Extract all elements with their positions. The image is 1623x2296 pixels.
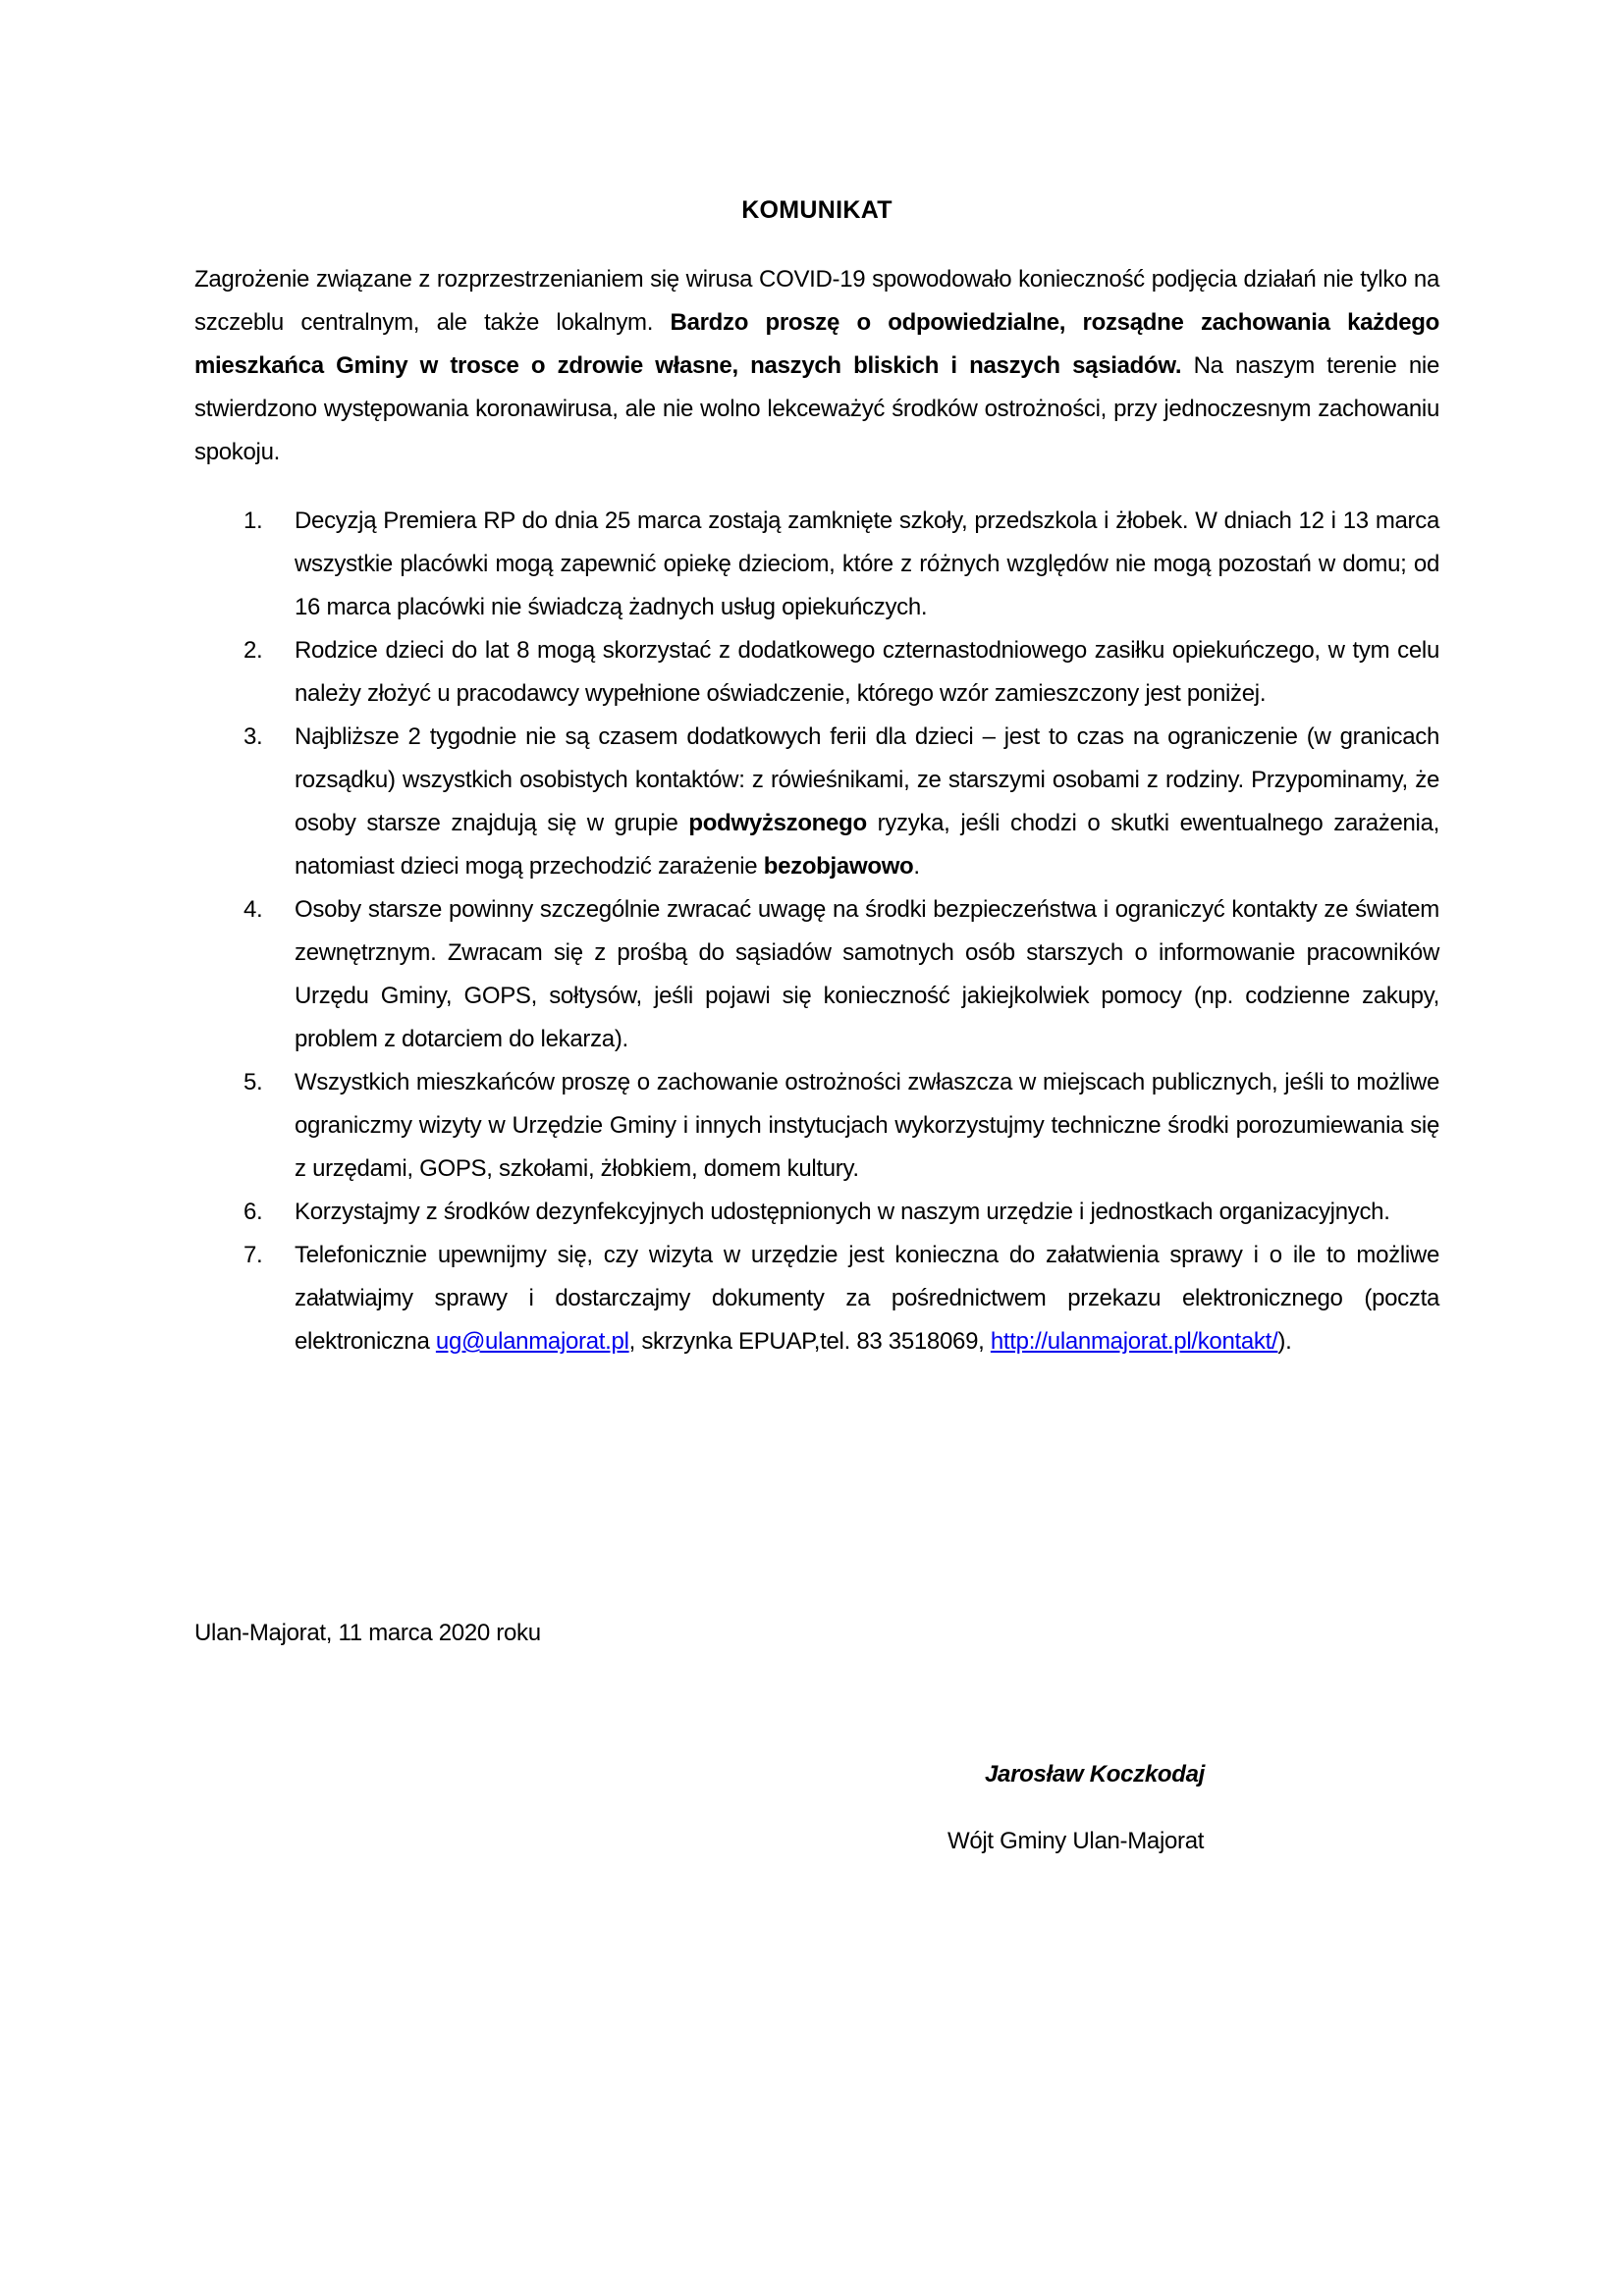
list-item bbox=[194, 888, 1439, 1061]
list-number: 2. bbox=[243, 637, 263, 664]
signature-role: Wójt Gminy Ulan-Majorat bbox=[947, 1828, 1205, 1854]
intro-text-2: Na naszym terenie nie stwierdzono występowania koronawirusa, ale nie wolno lekceważyć środków ostrożności, przy jednoczesnym zachowaniu spokoju. bbox=[194, 352, 1439, 465]
list-item-text: Decyzją Premiera RP do dnia 25 marca zostają zamknięte szkoły, przedszkola i żłobek. W dniach 12 i 13 marca wszystkie placówki mogą zapewnić opiekę dzieciom, które z różnych względów nie mogą pozostań w domu; od 16 marca placówki nie świadczą żadnych usług opiekuńczych. bbox=[295, 507, 1439, 620]
list-item bbox=[194, 500, 1439, 629]
place-date-line: Ulan-Majorat, 11 marca 2020 roku bbox=[194, 1620, 541, 1646]
list-item-text: Najbliższe 2 tygodnie nie są czasem dodatkowych ferii dla dzieci – jest to czas na ograniczenie (w granicach rozsądku) wszystkich osobistych kontaktów: z rówieśnikami, ze starszymi osobami z rodziny. Przypominamy, że osoby starsze znajdują się w grupie bbox=[295, 723, 1439, 836]
list-item-text: Rodzice dzieci do lat 8 mogą skorzystać z dodatkowego czternastodniowego zasiłku opiekuńczego, w tym celu należy złożyć u pracodawcy wypełnione oświadczenie, którego wzór zamieszczony jest poniżej. bbox=[295, 637, 1439, 707]
list-item-text: Korzystajmy z środków dezynfekcyjnych udostępnionych w naszym urzędzie i jednostkach organizacyjnych. bbox=[295, 1199, 1390, 1225]
document-body bbox=[194, 196, 1439, 1363]
list-number: 5. bbox=[243, 1069, 263, 1095]
list-number: 4. bbox=[243, 896, 263, 923]
list-item bbox=[194, 1234, 1439, 1363]
bold-term-asymptomatic: bezobjawowo bbox=[763, 853, 914, 880]
list-item-text: Telefonicznie upewnijmy się, czy wizyta w urzędzie jest konieczna do załatwienia sprawy i o ile to możliwe załatwiajmy sprawy i dostarczajmy dokumenty za pośrednictwem przekazu elektronicznego (poczta elektroniczna bbox=[295, 1242, 1439, 1355]
list-item-text: ). bbox=[1277, 1328, 1292, 1355]
list-number: 3. bbox=[243, 723, 263, 750]
list-number: 1. bbox=[243, 507, 263, 534]
list-item-text: . bbox=[913, 853, 920, 880]
list-item bbox=[194, 716, 1439, 888]
list-item bbox=[194, 629, 1439, 716]
contact-url-link[interactable]: http://ulanmajorat.pl/kontakt/ bbox=[990, 1328, 1278, 1355]
document-title: KOMUNIKAT bbox=[741, 196, 893, 224]
list-item-text: Wszystkich mieszkańców proszę o zachowanie ostrożności zwłaszcza w miejscach publicznych, jeśli to możliwe ograniczmy wizyty w Urzędzie Gminy i innych instytucjach wykorzystujmy techniczne środki porozumiewania się z urzędami, GOPS, szkołami, żłobkiem, domem kultury. bbox=[295, 1069, 1439, 1182]
intro-bold-appeal: Bardzo proszę o odpowiedzialne, rozsądne zachowania każdego mieszkańca Gminy w trosce o zdrowie własne, naszych bliskich i naszych sąsiadów. bbox=[194, 309, 1439, 379]
list-number: 7. bbox=[243, 1242, 263, 1268]
list-number: 6. bbox=[243, 1199, 263, 1225]
intro-paragraph bbox=[194, 258, 1439, 474]
intro-text-1: Zagrożenie związane z rozprzestrzenianiem się wirusa COVID-19 spowodowało konieczność podjęcia działań nie tylko na szczeblu centralnym, ale także lokalnym. bbox=[194, 266, 1439, 336]
email-link[interactable]: ug@ulanmajorat.pl bbox=[435, 1328, 629, 1355]
list-item-text: , skrzynka EPUAP,tel. 83 3518069, bbox=[628, 1328, 991, 1355]
signature-name: Jarosław Koczkodaj bbox=[985, 1761, 1206, 1788]
list-item bbox=[194, 1061, 1439, 1191]
bold-term-elevated: podwyższonego bbox=[688, 810, 867, 836]
list-item-text: Osoby starsze powinny szczególnie zwracać uwagę na środki bezpieczeństwa i ograniczyć kontakty ze światem zewnętrznym. Zwracam się z prośbą do sąsiadów samotnych osób starszych o informowanie pracowników Urzędu Gminy, GOPS, sołtysów, jeśli pojawi się konieczność jakiejkolwiek pomocy (np. codzienne zakupy, problem z dotarciem do lekarza). bbox=[295, 896, 1439, 1052]
numbered-list bbox=[194, 500, 1439, 1363]
list-item-text: ryzyka, jeśli chodzi o skutki ewentualnego zarażenia, natomiast dzieci mogą przechodzić zarażenie bbox=[295, 810, 1439, 880]
list-item bbox=[194, 1191, 1439, 1234]
